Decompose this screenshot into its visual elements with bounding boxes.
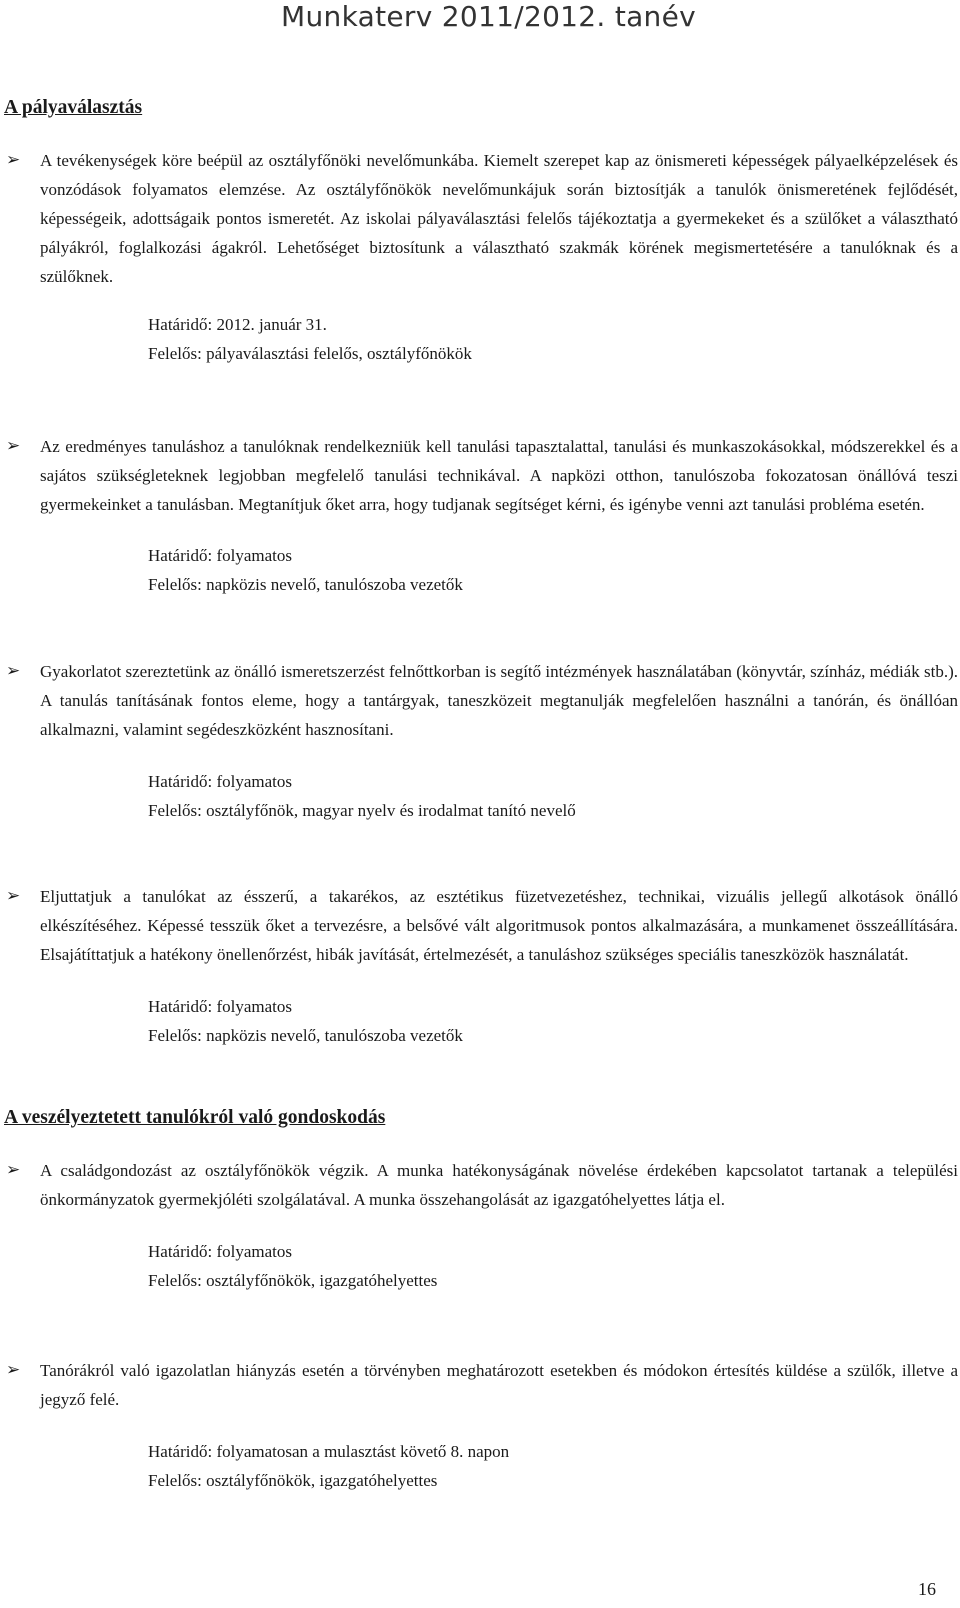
list-item-text: A családgondozást az osztályfőnökök végzik. A munka hatékonyságának növelése érdekében kapcsolatot tartanak a települési önkormányzatok gyermekjóléti szolgálatával. A munka összehangolását az igazgatóhelyettes látja el.	[40, 1161, 958, 1210]
list-item-text: Gyakorlatot szereztetünk az önálló ismeretszerzést felnőttkorban is segítő intézmények használatában (könyvtár, színház, médiák stb.). A tanulás tanításának fontos eleme, hogy a tantárgyak, taneszközeit megtanulják megfelelően használni a tanórán, és önállóan alkalmazni, valamint segédeszközként hasznosítani.	[40, 662, 958, 740]
list-item	[0, 146, 958, 368]
list-item-text: A tevékenységek köre beépül az osztályfőnöki nevelőmunkába. Kiemelt szerepet kap az önismereti képességek pályaelképzelések és vonzódások folyamatos elemzése. Az osztályfőnökök nevelőmunkájuk során biztosítják a tanulók önismeretének fejlődését, képességeik, adottságaik pontos ismeretét. Az iskolai pályaválasztási felelős tájékoztatja a gyermekeket és a szülőket a választható pályákról, foglalkozási ágakról. Lehetőséget biztosítunk a választható szakmák körének megismertetésére a tanulóknak és a szülőknek.	[40, 151, 958, 287]
list-item-text: Tanórákról való igazolatlan hiányzás esetén a törvényben meghatározott esetekben és módokon értesítés küldése a szülők, illetve a jegyző felé.	[40, 1361, 958, 1410]
responsible-text: Felelős: osztályfőnökök, igazgatóhelyettes	[148, 1471, 438, 1491]
list-item	[0, 882, 958, 1050]
document-header-title: Munkaterv 2011/2012. tanév	[281, 0, 696, 33]
deadline-text: Határidő: folyamatos	[148, 1242, 292, 1262]
list-item	[0, 1356, 958, 1495]
arrowhead-bullet-icon: ➢	[6, 661, 21, 681]
responsible-text: Felelős: pályaválasztási felelős, osztályfőnökök	[148, 344, 472, 364]
arrowhead-bullet-icon: ➢	[6, 150, 21, 170]
deadline-text: Határidő: folyamatos	[148, 997, 292, 1017]
deadline-text: Határidő: 2012. január 31.	[148, 315, 327, 335]
list-item	[0, 432, 958, 599]
section-heading-veszelyeztetett-tanulok: A veszélyeztetett tanulókról való gondoskodás	[4, 1107, 386, 1128]
responsible-text: Felelős: osztályfőnök, magyar nyelv és irodalmat tanító nevelő	[148, 801, 576, 821]
responsible-text: Felelős: napközis nevelő, tanulószoba vezetők	[148, 575, 463, 595]
arrowhead-bullet-icon: ➢	[6, 1360, 21, 1380]
deadline-text: Határidő: folyamatos	[148, 546, 292, 566]
page-number: 16	[918, 1579, 936, 1599]
arrowhead-bullet-icon: ➢	[6, 1160, 21, 1180]
arrowhead-bullet-icon: ➢	[6, 436, 21, 456]
responsible-text: Felelős: osztályfőnökök, igazgatóhelyettes	[148, 1271, 438, 1291]
responsible-text: Felelős: napközis nevelő, tanulószoba vezetők	[148, 1026, 463, 1046]
list-item-text: Eljuttatjuk a tanulókat az ésszerű, a takarékos, az esztétikus füzetvezetéshez, technikai, vizuális jellegű alkotások önálló elkészítéséhez. Képessé tesszük őket a tervezésre, a belsővé vált algoritmusok pontos alkalmazására, a munkamenet összeállítására. Elsajátíttatjuk a hatékony önellenőrzést, hibák javítását, értelmezését, a tanuláshoz szükséges speciális taneszközök használatát.	[40, 887, 958, 965]
deadline-text: Határidő: folyamatosan a mulasztást követő 8. napon	[148, 1442, 510, 1462]
list-item	[0, 1156, 958, 1295]
section-heading-palyavalasztas: A pályaválasztás	[4, 97, 143, 118]
arrowhead-bullet-icon: ➢	[6, 886, 21, 906]
list-item-text: Az eredményes tanuláshoz a tanulóknak rendelkezniük kell tanulási tapasztalattal, tanulási és munkaszokásokkal, módszerekkel és a sajátos szükségleteknek legjobban megfelelő tanulási technikával. A napközi otthon, tanulószoba fokozatosan önállóvá teszi gyermekeinket a tanulásban. Megtanítjuk őket arra, hogy tudjanak segítséget kérni, és igénybe venni azt tanulási probléma esetén.	[40, 437, 958, 515]
list-item	[0, 657, 958, 825]
deadline-text: Határidő: folyamatos	[148, 772, 292, 792]
